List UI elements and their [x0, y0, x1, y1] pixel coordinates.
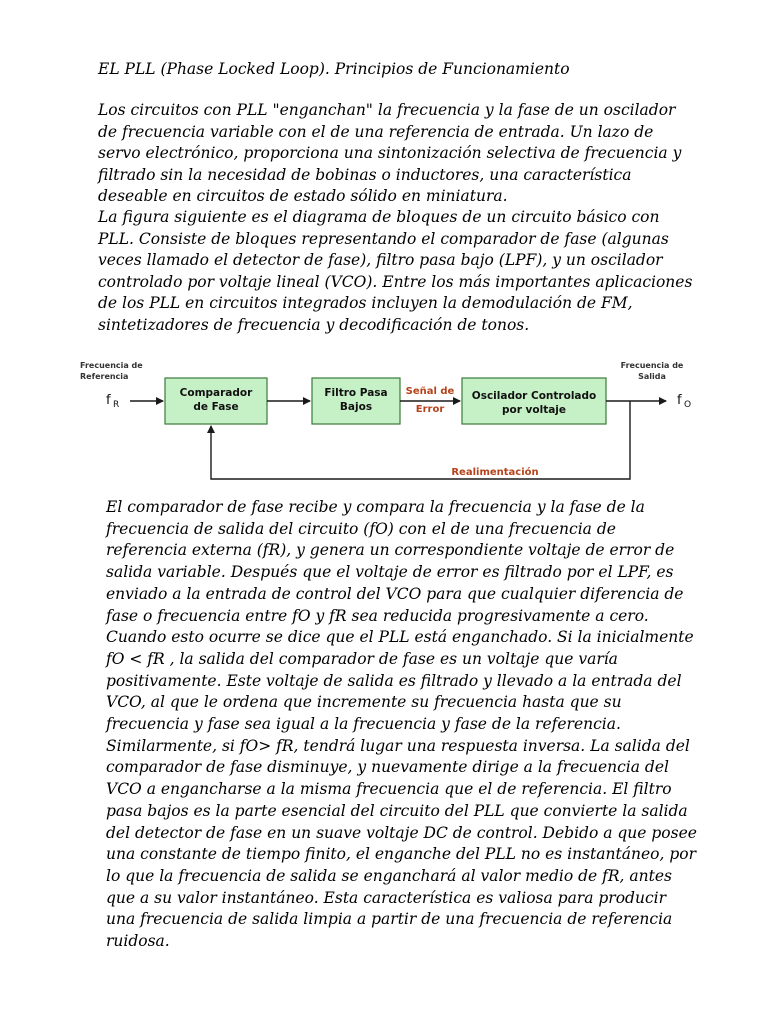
- input-fr-symbol: f: [106, 393, 111, 408]
- reference-label: Frecuencia de: [80, 361, 143, 370]
- reference-label-2: Referencia: [80, 372, 129, 381]
- phase-comparator-label-2: de Fase: [193, 401, 239, 413]
- output-label-2: Salida: [638, 372, 666, 381]
- vco-label: Oscilador Controlado: [471, 390, 597, 402]
- paragraph-diagram-description: La figura siguiente es el diagrama de bloques de un circuito básico con PLL. Consiste de bloques representando el comparador de fase (algunas veces llamado el detector de fase), filtro pasa bajo (LPF), y un oscilador controlado por voltaje lineal (VCO). Entre los más importantes aplicaciones de los PLL en circuitos integrados incluyen la demodulación de FM, sintetizadores de frecuencia y decodificación de tonos.: [98, 208, 693, 334]
- input-fr-subscript: R: [113, 400, 120, 410]
- phase-comparator-label: Comparador: [179, 387, 253, 399]
- output-fo-symbol: f: [677, 393, 682, 408]
- low-pass-filter-label: Filtro Pasa: [324, 387, 388, 399]
- feedback-label: Realimentación: [451, 467, 539, 478]
- paragraph-intro: Los circuitos con PLL "enganchan" la frecuencia y la fase de un oscilador de frecuencia variable con el de una referencia de entrada. Un lazo de servo electrónico, proporciona una sintonización selectiva de frecuencia y filtrado sin la necesidad de bobinas o inductores, una característica deseable en circuitos de estado sólido en miniatura.: [98, 101, 682, 205]
- paragraph-operation: El comparador de fase recibe y compara la frecuencia y la fase de la frecuencia de salida del circuito (fO) con el de una frecuencia de referencia externa (fR), y genera un correspondiente voltaje de error de salida variable. Después que el voltaje de error es filtrado por el LPF, es enviado a la entrada de control del VCO para que cualquier diferencia de fase o frecuencia entre fO y fR sea reducida progresivamente a cero. Cuando esto ocurre se dice que el PLL está enganchado. Si la inicialmente fO < fR , la salida del comparador de fase es un voltaje que varía positivamente. Este voltaje de salida es filtrado y llevado a la entrada del VCO, al que le ordena que incremente su frecuencia hasta que su frecuencia y fase sea igual a la frecuencia y fase de la referencia. Similarmente, si fO> fR, tendrá lugar una respuesta inversa. La salida del comparador de fase disminuye, y nuevamente dirige a la frecuencia del VCO a engancharse a la misma frecuencia que el de referencia. El filtro pasa bajos es la parte esencial del circuito del PLL que convierte la salida del detector de fase en un suave voltaje DC de control. Debido a que posee una constante de tiempo finito, el enganche del PLL no es instantáneo, por lo que la frecuencia de salida se enganchará al valor medio de fR, antes que a su valor instantáneo. Esta característica es valiosa para producir una frecuencia de salida limpia a partir de una frecuencia de referencia ruidosa.: [106, 498, 697, 951]
- error-signal-label-2: Error: [415, 404, 445, 415]
- low-pass-filter-label-2: Bajos: [339, 401, 373, 413]
- document-title: EL PLL (Phase Locked Loop). Principios de Funcionamiento: [98, 60, 570, 78]
- error-signal-label: Señal de: [405, 386, 455, 397]
- output-fo-subscript: O: [684, 400, 692, 410]
- pll-block-diagram: [0, 352, 768, 492]
- vco-label-2: por voltaje: [501, 404, 567, 416]
- output-label: Frecuencia de: [620, 361, 684, 370]
